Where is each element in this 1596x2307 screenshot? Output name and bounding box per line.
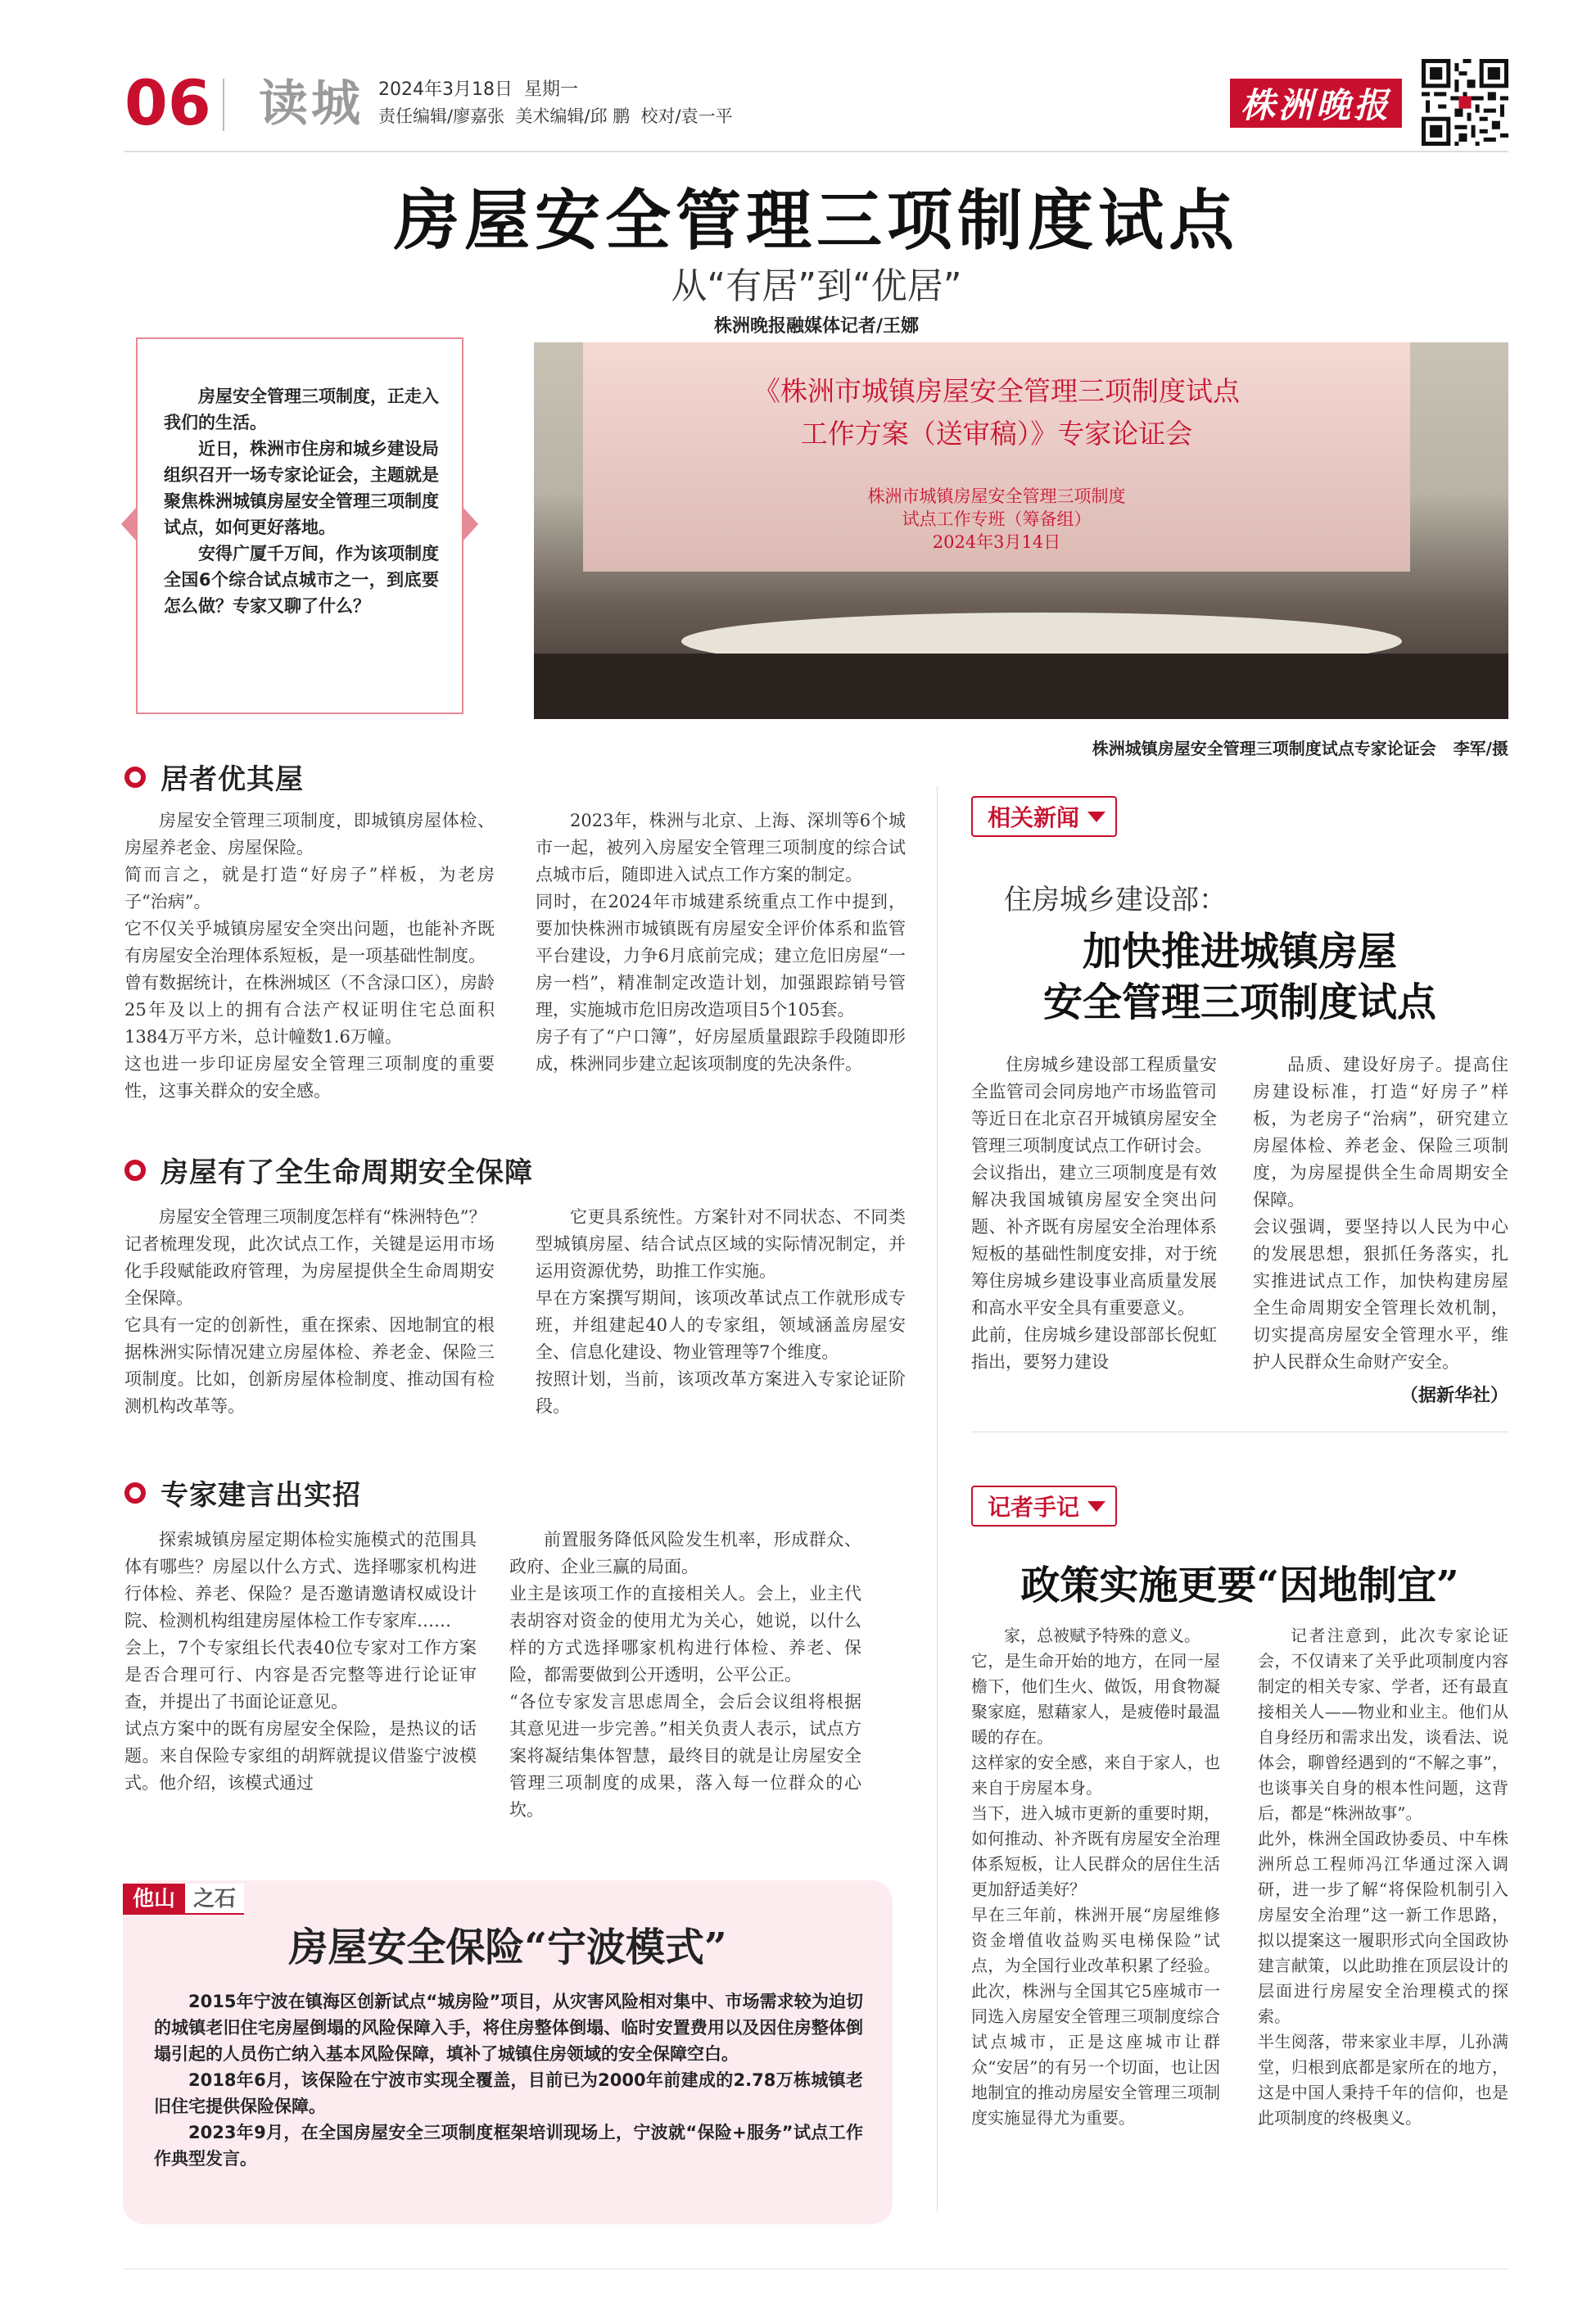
intro-paragraph: 房屋安全管理三项制度，正走入我们的生活。: [164, 387, 439, 432]
section-2-col-2: [536, 1204, 906, 1420]
circle-bullet-icon: [124, 1482, 146, 1504]
notes-col-1: [971, 1623, 1220, 2131]
article-text: 品质、建设好房子。提高住房建设标准，打造“好房子”样板，为老房子“治病”，研究建立房屋体检、养老金、保险三项制度，为房屋提供全生命周期安全保障。 会议强调，要坚持以人民为中心的发展思想，狠抓任务落实，扎实推进试点工作，加快构建房屋全生命周期安全管理长效机制，切实提高房屋安全管理水平，维护人民群众生命财产安全。: [1253, 1055, 1508, 1372]
article-text: 房屋安全管理三项制度，即城镇房屋体检、房屋养老金、房屋保险。 简而言之，就是打造“好房子”样板，为老房子“治病”。 它不仅关乎城镇房屋安全突出问题，也能补齐既有房屋安全治理体系短板，是一项基础性制度。 曾有数据统计，在株洲城区（不含渌口区），房龄25年及以上的拥有合法产权证明住宅总面积1384万平方米，总计幢数1.6万幢。 这也进一步印证房屋安全管理三项制度的重要性，这事关群众的安全感。: [124, 811, 495, 1101]
section-3-col-1: [124, 1527, 477, 1797]
section-title: 居者优其屋: [161, 763, 304, 796]
article-text: 住房城乡建设部工程质量安全监管司会同房地产市场监管司等近日在北京召开城镇房屋安全管理三项制度试点工作研讨会。 会议指出，建立三项制度是有效解决我国城镇房屋安全突出问题、补齐既有房屋安全治理体系短板的基础性制度安排，对于统筹住房城乡建设事业高质量发展和高水平安全具有重要意义。 此前，住房城乡建设部部长倪虹指出，要努力建设: [971, 1055, 1217, 1372]
photo-credit: 李军/摄: [1453, 739, 1508, 758]
section-name: 读城: [259, 75, 364, 133]
related-news-label: 相关新闻: [988, 804, 1080, 831]
related-kicker: 住房城乡建设部：: [1004, 884, 1227, 916]
notes-col-2: [1258, 1623, 1508, 2131]
section-1-col-1: [124, 807, 495, 1105]
reporter-notes-label: 记者手记: [988, 1494, 1080, 1521]
section-3-col-2: [509, 1527, 861, 1824]
intro-arrow-left: [121, 508, 136, 541]
audience-row: [534, 654, 1508, 719]
circle-bullet-icon: [124, 1160, 146, 1181]
main-subtitle: 从“有居”到“优居”: [671, 265, 962, 307]
section-title: 房屋有了全生命周期安全保障: [161, 1156, 533, 1189]
page-number: 06: [124, 66, 211, 139]
led-screen: [583, 342, 1410, 572]
main-headline: 房屋安全管理三项制度试点: [394, 183, 1239, 259]
sidebar-tag-part2: 之石: [185, 1884, 244, 1915]
related-col-1: [971, 1052, 1217, 1376]
article-text: 家，总被赋予特殊的意义。 它，是生命开始的地方，在同一屋檐下，他们生火、做饭，用食物凝聚家庭，慰藉家人，是疲倦时最温暖的存在。 这样家的安全感，来自于家人，也来自于房屋本身。 当下，进入城市更新的重要时期，如何推动、补齐既有房屋安全治理体系短板，让人民群众的居住生活更加舒适美好？ 早在三年前，株洲开展“房屋维修资金增值收益购买电梯保险”试点，为全国行业改革积累了经验。此次，株洲与全国其它5座城市一同选入房屋安全管理三项制度综合试点城市，正是这座城市让群众“安居”的有另一个切面，也让因地制宜的推动房屋安全管理三项制度实施显得尤为重要。: [971, 1626, 1220, 2128]
screen-org-2: 试点工作专班（筹备组）: [902, 509, 1092, 529]
screen-title-2: 工作方案（送审稿）》专家论证会: [800, 418, 1193, 450]
intro-paragraph: 安得广厦千万间，作为该项制度全国6个综合试点城市之一，到底要怎么做？专家又聊了什么？: [164, 544, 439, 616]
article-text: 前置服务降低风险发生机率，形成群众、政府、企业三赢的局面。 业主是该项工作的直接相关人。会上，业主代表胡容对资金的使用尤为关心，她说，以什么样的方式选择哪家机构进行体检、养老、保险，都需要做到公开透明，公平公正。 “各位专家发言思虑周全，会后会议组将根据其意见进一步完善。”相关负责人表示，试点方案将凝结集体智慧，最终目的就是让房屋安全管理三项制度的成果，落入每一位群众的心坎。: [509, 1530, 861, 1820]
intro-arrow-right: [463, 508, 478, 541]
related-title-line-1: 加快推进城镇房屋: [1082, 929, 1397, 975]
newspaper-logo: [1230, 79, 1402, 128]
notes-title: 政策实施更要“因地制宜”: [1020, 1563, 1459, 1608]
section-2-col-1: [124, 1204, 495, 1420]
caption-text: 株洲城镇房屋安全管理三项制度试点专家论证会: [1092, 739, 1436, 758]
logo-text: 株洲晚报: [1240, 85, 1391, 125]
masthead-rule: [124, 151, 1508, 152]
related-title-line-2: 安全管理三项制度试点: [1042, 979, 1436, 1025]
column-divider: [937, 786, 938, 2211]
chevron-down-icon: [1087, 812, 1105, 822]
editors-line: 责任编辑/廖嘉张 美术编辑/邱 鹏 校对/袁一平: [378, 106, 733, 126]
related-source: （据新华社）: [1399, 1386, 1508, 1406]
intro-text: [164, 383, 439, 619]
masthead-divider: [223, 79, 224, 131]
section-1-col-2: [536, 807, 906, 1078]
related-col-2: [1253, 1052, 1508, 1376]
byline: 株洲晚报融媒体记者/王娜: [713, 316, 920, 337]
chevron-down-icon: [1087, 1501, 1105, 1512]
article-text: 它更具系统性。方案针对不同状态、不同类型城镇房屋、结合试点区域的实际情况制定，并运用资源优势，助推工作实施。 早在方案撰写期间，该项改革试点工作就形成专班，并组建起40人的专家组，领域涵盖房屋安全、信息化建设、物业管理等7个维度。 按照计划，当前，该项改革方案进入专家论证阶段。: [536, 1207, 906, 1416]
article-text: 2023年，株洲与北京、上海、深圳等6个城市一起，被列入房屋安全管理三项制度的综合试点城市后，随即进入试点工作方案的制定。 同时，在2024年市城建系统重点工作中提到，要加快株洲市城镇既有房屋安全评价体系和监管平台建设，力争6月底前完成；建立危旧房屋“一房一档”，精准制定改造计划，加强跟踪销号管理，实施城市危旧房改造项目5个105套。 房子有了“户口簿”，好房屋质量跟踪手段随即形成，株洲同步建立起该项制度的先决条件。: [536, 811, 906, 1074]
screen-title-1: 《株洲市城镇房屋安全管理三项制度试点: [753, 375, 1240, 407]
sidebar-body: [154, 1988, 863, 2172]
photo-caption: [534, 737, 1508, 760]
sidebar-paragraph: 2015年宁波在镇海区创新试点“城房险”项目，从灾害风险相对集中、市场需求较为迫切的城镇老旧住宅房屋倒塌的风险保障入手，将住房整体倒塌、临时安置费用以及因住房整体倒塌引起的人员伤亡纳入基本风险保障，填补了城镇住房领域的安全保障空白。: [154, 1992, 863, 2064]
meeting-photo: [534, 342, 1508, 719]
date-line: 2024年3月18日 星期一: [378, 79, 578, 100]
article-text: 记者注意到，此次专家论证会，不仅请来了关乎此项制度内容制定的相关专家、学者，还有最直接相关人——物业和业主。他们从自身经历和需求出发，谈看法、说体会，聊曾经遇到的“不解之事”，也谈事关自身的根本性问题，这背后，都是“株洲故事”。 此外，株洲全国政协委员、中车株洲所总工程师冯江华通过深入调研，进一步了解“将保险机制引入房屋安全治理”这一新工作思路，拟以提案这一履职形式向全国政协建言献策，以此助推在顶层设计的层面进行房屋安全治理模式的探索。 半生阅落，带来家业丰厚，儿孙满堂，归根到底都是家所在的地方，这是中国人秉持千年的信仰，也是此项制度的终极奥义。: [1258, 1626, 1508, 2128]
screen-date: 2024年3月14日: [932, 532, 1061, 552]
section-header-2: [124, 1150, 533, 1190]
circle-bullet-icon: [124, 767, 146, 788]
article-text: 房屋安全管理三项制度怎样有“株洲特色”？ 记者梳理发现，此次试点工作，关键是运用市场化手段赋能政府管理，为房屋提供全生命周期安全保障。 它具有一定的创新性，重在探索、因地制宜的根据株洲实际情况建立房屋体检、养老金、保险三项制度。比如，创新房屋体检制度、推动国有检测机构改革等。: [124, 1207, 495, 1416]
section-header-3: [124, 1472, 361, 1513]
sidebar-tag: [123, 1884, 244, 1915]
related-news-tag: [971, 796, 1117, 837]
qr-code-icon: [1422, 59, 1508, 146]
sidebar-paragraph: 2023年9月，在全国房屋安全三项制度框架培训现场上，宁波就“保险+服务”试点工作作典型发言。: [154, 2123, 863, 2169]
intro-paragraph: 近日，株洲市住房和城乡建设局组织召开一场专家论证会，主题就是聚焦株洲城镇房屋安全管理三项制度试点，如何更好落地。: [164, 439, 439, 537]
section-title: 专家建言出实招: [161, 1479, 361, 1512]
sidebar-paragraph: 2018年6月，该保险在宁波市实现全覆盖，目前已为2000年前建成的2.78万栋城镇老旧住宅提供保险保障。: [154, 2070, 863, 2116]
sidebar-title: 房屋安全保险“宁波模式”: [288, 1925, 727, 1970]
section-header-1: [124, 757, 304, 797]
reporter-notes-tag: [971, 1486, 1117, 1527]
screen-org-1: 株洲市城镇房屋安全管理三项制度: [867, 486, 1126, 506]
sidebar-tag-part1: 他山: [123, 1884, 185, 1915]
article-text: 探索城镇房屋定期体检实施模式的范围具体有哪些？房屋以什么方式、选择哪家机构进行体检、养老、保险？是否邀请邀请权威设计院、检测机构组建房屋体检工作专家库…… 会上，7个专家组长代表40位专家对工作方案是否合理可行、内容是否完整等进行论证审查，并提出了书面论证意见。 试点方案中的既有房屋安全保险，是热议的话题。来自保险专家组的胡辉就提议借鉴宁波模式。他介绍，该模式通过: [124, 1530, 477, 1793]
